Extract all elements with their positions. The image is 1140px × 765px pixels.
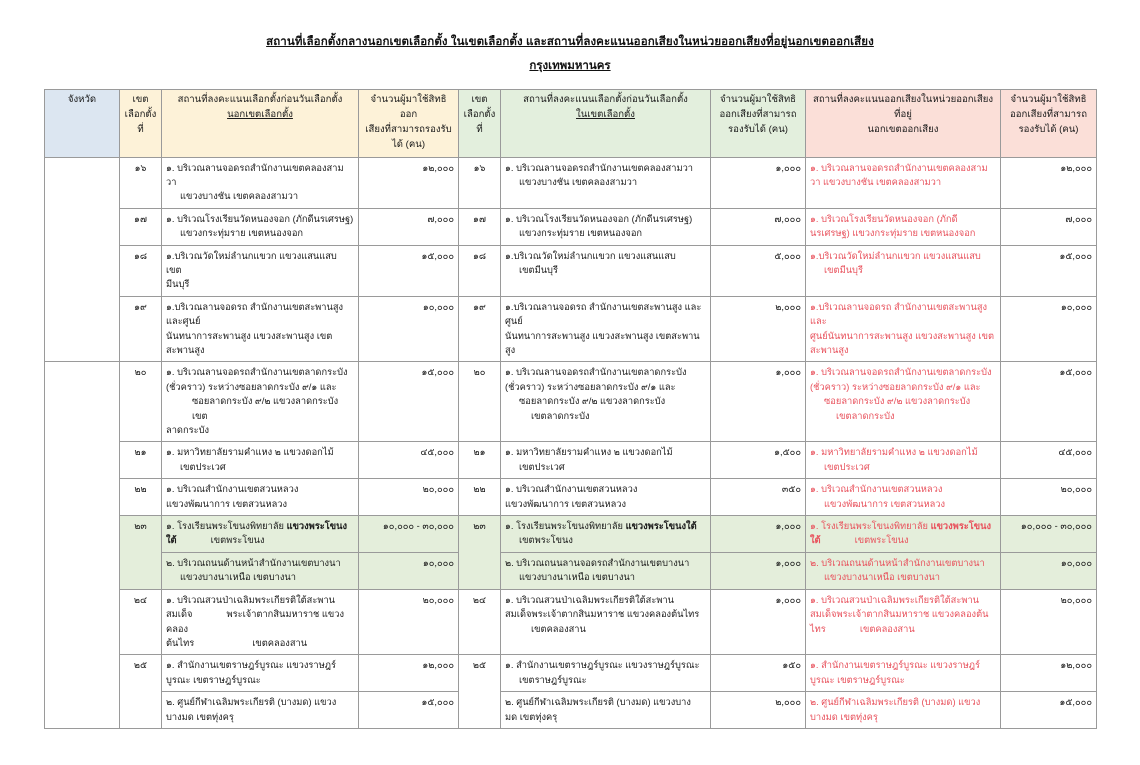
header-capacity-3-line2: ออกเสียงที่สามารถ <box>1009 108 1087 120</box>
zone-number: ๒๕ <box>120 655 162 729</box>
place-line <box>166 519 354 533</box>
capacity-outside: ๗,๐๐๐ <box>359 208 459 245</box>
place-text: ๑. โรงเรียนพระโขนงพิทยาลัย <box>810 521 931 532</box>
capacity-outside: ๑๒,๐๐๐ <box>359 157 459 208</box>
place-line: เขตราษฎร์บูรณะ <box>519 674 587 685</box>
place-vote-sub <box>806 552 1001 589</box>
place-line: มีนบุรี <box>166 279 190 290</box>
place-line: แขวงบางชัน เขตคลองสามวา <box>519 176 638 187</box>
header-zone-2-line3: ที่ <box>476 123 483 135</box>
header-capacity-1-line3: ได้ (คน) <box>391 138 426 150</box>
zone-number-2: ๑๖ <box>459 157 501 208</box>
place-line: แขวงกระทุ่มราย เขตหนองจอก <box>519 228 643 239</box>
place-line: ๑.บริเวณวัดใหม่ลำนกแขวก แขวงแสนแสบ <box>810 250 981 261</box>
zone-number: ๒๐ <box>120 362 162 442</box>
capacity-outside: ๒๐,๐๐๐ <box>359 479 459 516</box>
zone-number-2: ๒๕ <box>459 655 501 729</box>
capacity-inside: ๗,๐๐๐ <box>711 208 806 245</box>
table-row <box>45 655 1097 692</box>
place-line: ๑. บริเวณโรงเรียนวัดหนองจอก (ภักดี <box>810 213 958 224</box>
table-row <box>45 296 1097 362</box>
capacity-vote: ๗,๐๐๐ <box>1001 208 1097 245</box>
title-block <box>0 0 1140 75</box>
place-line: แขวงบางชัน เขตคลองสามวา <box>180 191 299 202</box>
page-subtitle: กรุงเทพมหานคร <box>529 60 611 73</box>
place-line: ซอยลาดกระบัง ๙/๒ แขวงลาดกระบัง เขต <box>192 396 339 421</box>
place-line: ๒. บริเวณถนนลานจอดรถสำนักงานเขตบางนา <box>505 557 690 568</box>
place-text: ๑. โรงเรียนพระโขนงพิทยาลัย <box>505 521 626 532</box>
place-text: พระเจ้าตากสินมหาราช แขวงคลอง <box>166 609 345 634</box>
table-row <box>45 157 1097 208</box>
place-text-bold: ใต้ <box>810 535 821 546</box>
place-outside <box>162 442 359 479</box>
place-line: นันทนาการสะพานสูง แขวงสะพานสูง เขตสะพานสูง <box>505 330 700 355</box>
table-row-sub <box>45 692 1097 729</box>
province-cell-group-1 <box>45 157 120 362</box>
place-line <box>166 607 354 636</box>
table-row <box>45 442 1097 479</box>
place-line: บูรณะ เขตราษฎร์บูรณะ <box>166 674 261 685</box>
place-line: (ชั่วคราว) ระหว่างซอยลาดกระบัง ๙/๑ และ <box>505 381 676 392</box>
place-inside <box>501 157 711 208</box>
place-line: ๑. มหาวิทยาลัยรามคำแหง ๒ แขวงดอกไม้ <box>810 447 978 458</box>
place-vote <box>806 245 1001 296</box>
place-line: เขตมีนบุรี <box>824 264 863 275</box>
place-inside <box>501 208 711 245</box>
zone-number: ๑๘ <box>120 245 162 296</box>
table-row <box>45 362 1097 442</box>
header-place-vote-line3: นอกเขตออกเสียง <box>867 123 939 135</box>
place-line: ๑. บริเวณสวนป่าเฉลิมพระเกียรติใต้สะพาน <box>505 594 675 605</box>
capacity-outside-sub: ๑๕,๐๐๐ <box>359 692 459 729</box>
place-inside-sub <box>501 692 711 729</box>
table-body <box>45 157 1097 728</box>
place-inside <box>501 655 711 692</box>
place-line: บางมด เขตทุ่งครุ <box>810 711 878 722</box>
place-inside <box>501 296 711 362</box>
place-inside-sub <box>501 552 711 589</box>
capacity-vote: ๑๕,๐๐๐ <box>1001 362 1097 442</box>
capacity-vote-sub: ๑๕,๐๐๐ <box>1001 692 1097 729</box>
header-capacity-2-line1: จำนวนผู้มาใช้สิทธิ <box>719 94 797 106</box>
place-text-bold: แขวงพระโขนงใต้ <box>625 521 697 532</box>
place-text: เขตพระโขนง <box>210 535 265 546</box>
place-text: เขตพระโขนง <box>854 535 909 546</box>
capacity-inside: ๑,๐๐๐ <box>711 589 806 655</box>
place-line: ๑. บริเวณสำนักงานเขตสวนหลวง <box>166 484 299 495</box>
capacity-inside-sub: ๒,๐๐๐ <box>711 692 806 729</box>
table-row <box>45 245 1097 296</box>
capacity-outside: ๑๐,๐๐๐ - ๓๐,๐๐๐ <box>359 516 459 553</box>
place-line: เขตมีนบุรี <box>519 264 558 275</box>
header-place-outside-line2: นอกเขตเลือกตั้ง <box>227 108 293 120</box>
place-line: เขตประเวศ <box>824 461 870 472</box>
table-row-highlighted <box>45 516 1097 553</box>
zone-number: ๒๓ <box>120 516 162 590</box>
header-row <box>45 90 1097 157</box>
place-line: เขตพระโขนง <box>519 535 573 546</box>
place-line: บางมด เขตทุ่งครุ <box>166 711 234 722</box>
place-vote <box>806 296 1001 362</box>
capacity-inside: ๑,๐๐๐ <box>711 362 806 442</box>
place-line: ๑. บริเวณลานจอดรถสำนักงานเขตลาดกระบัง <box>505 367 687 378</box>
table-header <box>45 90 1097 157</box>
place-inside <box>501 362 711 442</box>
capacity-outside: ๒๐,๐๐๐ <box>359 589 459 655</box>
place-text: ๑. โรงเรียนพระโขนงพิทยาลัย <box>166 521 287 532</box>
zone-number-2: ๑๗ <box>459 208 501 245</box>
header-place-vote-line1: สถานที่ลงคะแนนออกเสียงในหน่วยออกเสียง <box>812 94 994 106</box>
place-line: แขวงพัฒนาการ เขตสวนหลวง <box>166 498 288 509</box>
header-zone-2-line1: เขต <box>471 94 488 106</box>
place-line: นันทนาการสะพานสูง แขวงสะพานสูง เขตสะพานสูง <box>166 330 333 355</box>
place-line: เขตลาดกระบัง <box>836 410 895 421</box>
table-row <box>45 479 1097 516</box>
capacity-outside: ๔๕,๐๐๐ <box>359 442 459 479</box>
capacity-inside: ๑,๕๐๐ <box>711 442 806 479</box>
place-vote-sub <box>806 692 1001 729</box>
place-line: แขวงกระทุ่มราย เขตหนองจอก <box>180 228 304 239</box>
zone-number: ๒๔ <box>120 589 162 655</box>
capacity-inside-sub: ๑,๐๐๐ <box>711 552 806 589</box>
place-outside <box>162 157 359 208</box>
place-line: ๑. บริเวณสวนป่าเฉลิมพระเกียรติใต้สะพาน <box>810 594 980 605</box>
header-place-inside-line2: ในเขตเลือกตั้ง <box>576 108 635 120</box>
header-zone-2-line2: เลือกตั้ง <box>463 108 496 120</box>
place-text-bold: ใต้ <box>166 535 177 546</box>
place-inside <box>501 516 711 553</box>
polling-places-table <box>44 89 1097 729</box>
page-title: สถานที่เลือกตั้งกลางนอกเขตเลือกตั้ง ในเขตเลือกตั้ง และสถานที่ลงคะแนนออกเสียงในหน่วยออกเสียงที่อยู่นอกเขตออกเสียง <box>266 36 874 48</box>
capacity-outside: ๑๐,๐๐๐ <box>359 296 459 362</box>
header-capacity-3-line1: จำนวนผู้มาใช้สิทธิ <box>1010 94 1087 106</box>
place-line: แขวงพัฒนาการ เขตสวนหลวง <box>824 498 946 509</box>
zone-number: ๒๒ <box>120 479 162 516</box>
header-zone-1-line2: เลือกตั้ง <box>124 108 157 120</box>
header-place-outside <box>162 90 359 157</box>
place-line: ลาดกระบัง <box>166 425 210 436</box>
header-place-inside <box>501 90 711 157</box>
place-line: (ชั่วคราว) ระหว่างซอยลาดกระบัง ๙/๑ และ <box>166 381 337 392</box>
header-capacity-2 <box>711 90 806 157</box>
capacity-vote: ๑๐,๐๐๐ - ๓๐,๐๐๐ <box>1001 516 1097 553</box>
place-line: แขวงบางนาเหนือ เขตบางนา <box>519 572 635 583</box>
place-vote <box>806 362 1001 442</box>
place-text: ไทร <box>810 623 826 634</box>
table-row <box>45 208 1097 245</box>
place-line: ซอยลาดกระบัง ๙/๒ แขวงลาดกระบัง <box>824 396 971 407</box>
capacity-inside: ๕,๐๐๐ <box>711 245 806 296</box>
place-vote <box>806 655 1001 692</box>
capacity-vote: ๑๒,๐๐๐ <box>1001 655 1097 692</box>
place-line: ๒. ศูนย์กีฬาเฉลิมพระเกียรติ (บางมด) แขวง <box>810 697 981 708</box>
place-line: ๑.บริเวณลานจอดรถ สำนักงานเขตสะพานสูง และ <box>810 301 988 327</box>
header-zone-1-line1: เขต <box>132 94 149 106</box>
place-text-bold: แขวงพระโขนง <box>930 521 992 532</box>
place-line: เขตคลองสาน <box>531 623 586 634</box>
place-text: สมเด็จ <box>166 609 193 620</box>
capacity-inside: ๑,๐๐๐ <box>711 157 806 208</box>
place-line: ซอยลาดกระบัง ๙/๒ แขวงลาดกระบัง <box>519 396 666 407</box>
table-row-sub <box>45 552 1097 589</box>
place-line: ๑. บริเวณสำนักงานเขตสวนหลวง <box>810 484 943 495</box>
header-zone-1-line3: ที่ <box>137 123 144 135</box>
place-line: ๑. บริเวณลานจอดรถสำนักงานเขตคลองสามวา <box>166 162 344 187</box>
place-inside <box>501 589 711 655</box>
place-line: มด เขตทุ่งครุ <box>505 711 558 722</box>
capacity-vote: ๑๒,๐๐๐ <box>1001 157 1097 208</box>
table-container <box>44 89 1096 729</box>
place-line: ๑. บริเวณลานจอดรถสำนักงานเขตลาดกระบัง <box>810 367 992 378</box>
place-line: ๑. สำนักงานเขตราษฎร์บูรณะ แขวงราษฎร์ <box>166 660 336 671</box>
place-line: ๑. มหาวิทยาลัยรามคำแหง ๒ แขวงดอกไม้ <box>166 447 334 458</box>
capacity-outside: ๑๕,๐๐๐ <box>359 362 459 442</box>
place-line: ศูนย์นันทนาการสะพานสูง แขวงสะพานสูง เขต <box>810 330 994 341</box>
header-place-inside-line1: สถานที่ลงคะแนนเลือกตั้งก่อนวันเลือกตั้ง <box>523 94 688 106</box>
capacity-vote-sub: ๑๐,๐๐๐ <box>1001 552 1097 589</box>
place-line: ๑. มหาวิทยาลัยรามคำแหง ๒ แขวงดอกไม้ <box>505 447 673 458</box>
place-line: ๑. บริเวณลานจอดรถสำนักงานเขตลาดกระบัง <box>166 367 348 378</box>
header-capacity-2-line3: รองรับได้ (คน) <box>728 123 788 135</box>
place-line <box>166 636 354 650</box>
capacity-outside: ๑๕,๐๐๐ <box>359 245 459 296</box>
place-text-bold: แขวงพระโขนง <box>286 521 348 532</box>
place-outside <box>162 362 359 442</box>
place-line: ๑.บริเวณลานจอดรถ สำนักงานเขตสะพานสูง และศูนย์ <box>505 301 702 327</box>
place-vote <box>806 589 1001 655</box>
place-line: ๒. ศูนย์กีฬาเฉลิมพระเกียรติ (บางมด) แขวงบาง <box>505 697 691 708</box>
place-text: เขตคลองสาน <box>859 623 915 634</box>
place-vote <box>806 208 1001 245</box>
place-inside <box>501 245 711 296</box>
place-line: แขวงบางนาเหนือ เขตบางนา <box>824 572 940 583</box>
place-vote <box>806 157 1001 208</box>
place-line <box>505 519 706 533</box>
place-line: นรเศรษฐ) แขวงกระทุ่มราย เขตหนองจอก <box>810 228 976 239</box>
header-place-vote <box>806 90 1001 157</box>
place-line: ๑. บริเวณลานจอดรถสำนักงานเขตคลองสามวา <box>505 162 694 173</box>
place-line: สมเด็จพระเจ้าตากสินมหาราช แขวงคลองต้น <box>810 609 989 620</box>
capacity-vote: ๑๐,๐๐๐ <box>1001 296 1097 362</box>
header-capacity-2-line2: ออกเสียงที่สามารถ <box>719 108 797 120</box>
zone-number: ๑๗ <box>120 208 162 245</box>
place-line: ๑. บริเวณโรงเรียนวัดหนองจอก (ภักดีนรเศรษฐ) <box>166 213 354 224</box>
header-place-vote-line2: ที่อยู่ <box>894 108 912 120</box>
place-line: ๒. บริเวณถนนด้านหน้าสำนักงานเขตบางนา <box>810 557 985 568</box>
place-line: ๑. สำนักงานเขตราษฎร์บูรณะ แขวงราษฎร์ <box>810 660 980 671</box>
capacity-inside: ๑,๐๐๐ <box>711 516 806 553</box>
place-line: เขตประเวศ <box>519 461 565 472</box>
place-outside <box>162 516 359 553</box>
place-line: บูรณะ เขตราษฎร์บูรณะ <box>810 674 905 685</box>
zone-number: ๒๑ <box>120 442 162 479</box>
place-line: ๑.บริเวณวัดใหม่ลำนกแขวก แขวงแสนแสบ เขต <box>166 250 337 275</box>
header-zone-1 <box>120 90 162 157</box>
place-line: (ชั่วคราว) ระหว่างซอยลาดกระบัง ๙/๑ และ <box>810 381 981 392</box>
header-capacity-3 <box>1001 90 1097 157</box>
place-vote <box>806 479 1001 516</box>
place-outside <box>162 208 359 245</box>
place-line: แขวงพัฒนาการ เขตสวนหลวง <box>505 498 627 509</box>
place-line: เขตลาดกระบัง <box>531 410 590 421</box>
place-line: ๑.บริเวณลานจอดรถ สำนักงานเขตสะพานสูง และศูนย์ <box>166 301 344 327</box>
place-line: ๑.บริเวณวัดใหม่ลำนกแขวก แขวงแสนแสบ <box>505 250 676 261</box>
place-line: ๒. บริเวณถนนด้านหน้าสำนักงานเขตบางนา <box>166 557 341 568</box>
capacity-inside: ๑๕๐ <box>711 655 806 692</box>
header-province: จังหวัด <box>45 90 120 157</box>
header-capacity-1-line1: จำนวนผู้มาใช้สิทธิออก <box>370 94 447 120</box>
place-line: ๒. ศูนย์กีฬาเฉลิมพระเกียรติ (บางมด) แขวง <box>166 697 337 708</box>
header-capacity-1-line2: เสียงที่สามารถรองรับ <box>365 123 452 135</box>
place-inside <box>501 479 711 516</box>
place-text: เขตคลองสาน <box>252 637 308 648</box>
place-line: วา แขวงบางชัน เขตคลองสามวา <box>810 176 942 187</box>
place-line <box>810 519 996 533</box>
header-capacity-1 <box>359 90 459 157</box>
capacity-inside: ๓๕๐ <box>711 479 806 516</box>
zone-number-2: ๑๙ <box>459 296 501 362</box>
place-vote <box>806 516 1001 553</box>
place-outside <box>162 655 359 692</box>
capacity-outside: ๑๒,๐๐๐ <box>359 655 459 692</box>
place-outside-sub <box>162 552 359 589</box>
zone-number-2: ๒๒ <box>459 479 501 516</box>
table-row <box>45 589 1097 655</box>
place-line <box>810 533 996 547</box>
place-line: สมเด็จพระเจ้าตากสินมหาราช แขวงคลองต้นไทร <box>505 609 700 620</box>
place-line <box>810 622 996 636</box>
zone-number-2: ๒๔ <box>459 589 501 655</box>
zone-number-2: ๒๑ <box>459 442 501 479</box>
header-place-outside-line1: สถานที่ลงคะแนนเลือกตั้งก่อนวันเลือกตั้ง <box>177 94 343 106</box>
place-vote <box>806 442 1001 479</box>
zone-number-2: ๒๐ <box>459 362 501 442</box>
header-zone-2 <box>459 90 501 157</box>
place-line: ๑. บริเวณสวนป่าเฉลิมพระเกียรติใต้สะพาน <box>166 594 336 605</box>
zone-number: ๑๙ <box>120 296 162 362</box>
capacity-vote: ๑๕,๐๐๐ <box>1001 245 1097 296</box>
place-line: เขตประเวศ <box>180 461 226 472</box>
capacity-vote: ๒๐,๐๐๐ <box>1001 479 1097 516</box>
place-outside-sub <box>162 692 359 729</box>
place-text: ต้นไทร <box>166 637 195 648</box>
capacity-vote: ๔๕,๐๐๐ <box>1001 442 1097 479</box>
place-line: ๑. บริเวณโรงเรียนวัดหนองจอก (ภักดีนรเศรษฐ) <box>505 213 693 224</box>
place-line: ๑. บริเวณสำนักงานเขตสวนหลวง <box>505 484 638 495</box>
place-line: สะพานสูง <box>810 345 849 355</box>
place-outside <box>162 245 359 296</box>
zone-number-2: ๒๓ <box>459 516 501 590</box>
place-outside <box>162 296 359 362</box>
place-outside <box>162 479 359 516</box>
place-line: ๑. สำนักงานเขตราษฎร์บูรณะ แขวงราษฎร์บูรณะ <box>505 660 700 671</box>
capacity-vote: ๒๐,๐๐๐ <box>1001 589 1097 655</box>
place-line: ๑. บริเวณลานจอดรถสำนักงานเขตคลองสาม <box>810 162 988 173</box>
zone-number: ๑๖ <box>120 157 162 208</box>
zone-number-2: ๑๘ <box>459 245 501 296</box>
province-cell-group-2 <box>45 362 120 729</box>
capacity-inside: ๒,๐๐๐ <box>711 296 806 362</box>
capacity-outside-sub: ๑๐,๐๐๐ <box>359 552 459 589</box>
place-outside <box>162 589 359 655</box>
place-line: แขวงบางนาเหนือ เขตบางนา <box>180 572 296 583</box>
place-line <box>166 533 354 547</box>
header-capacity-3-line3: รองรับได้ (คน) <box>1018 123 1079 135</box>
place-inside <box>501 442 711 479</box>
